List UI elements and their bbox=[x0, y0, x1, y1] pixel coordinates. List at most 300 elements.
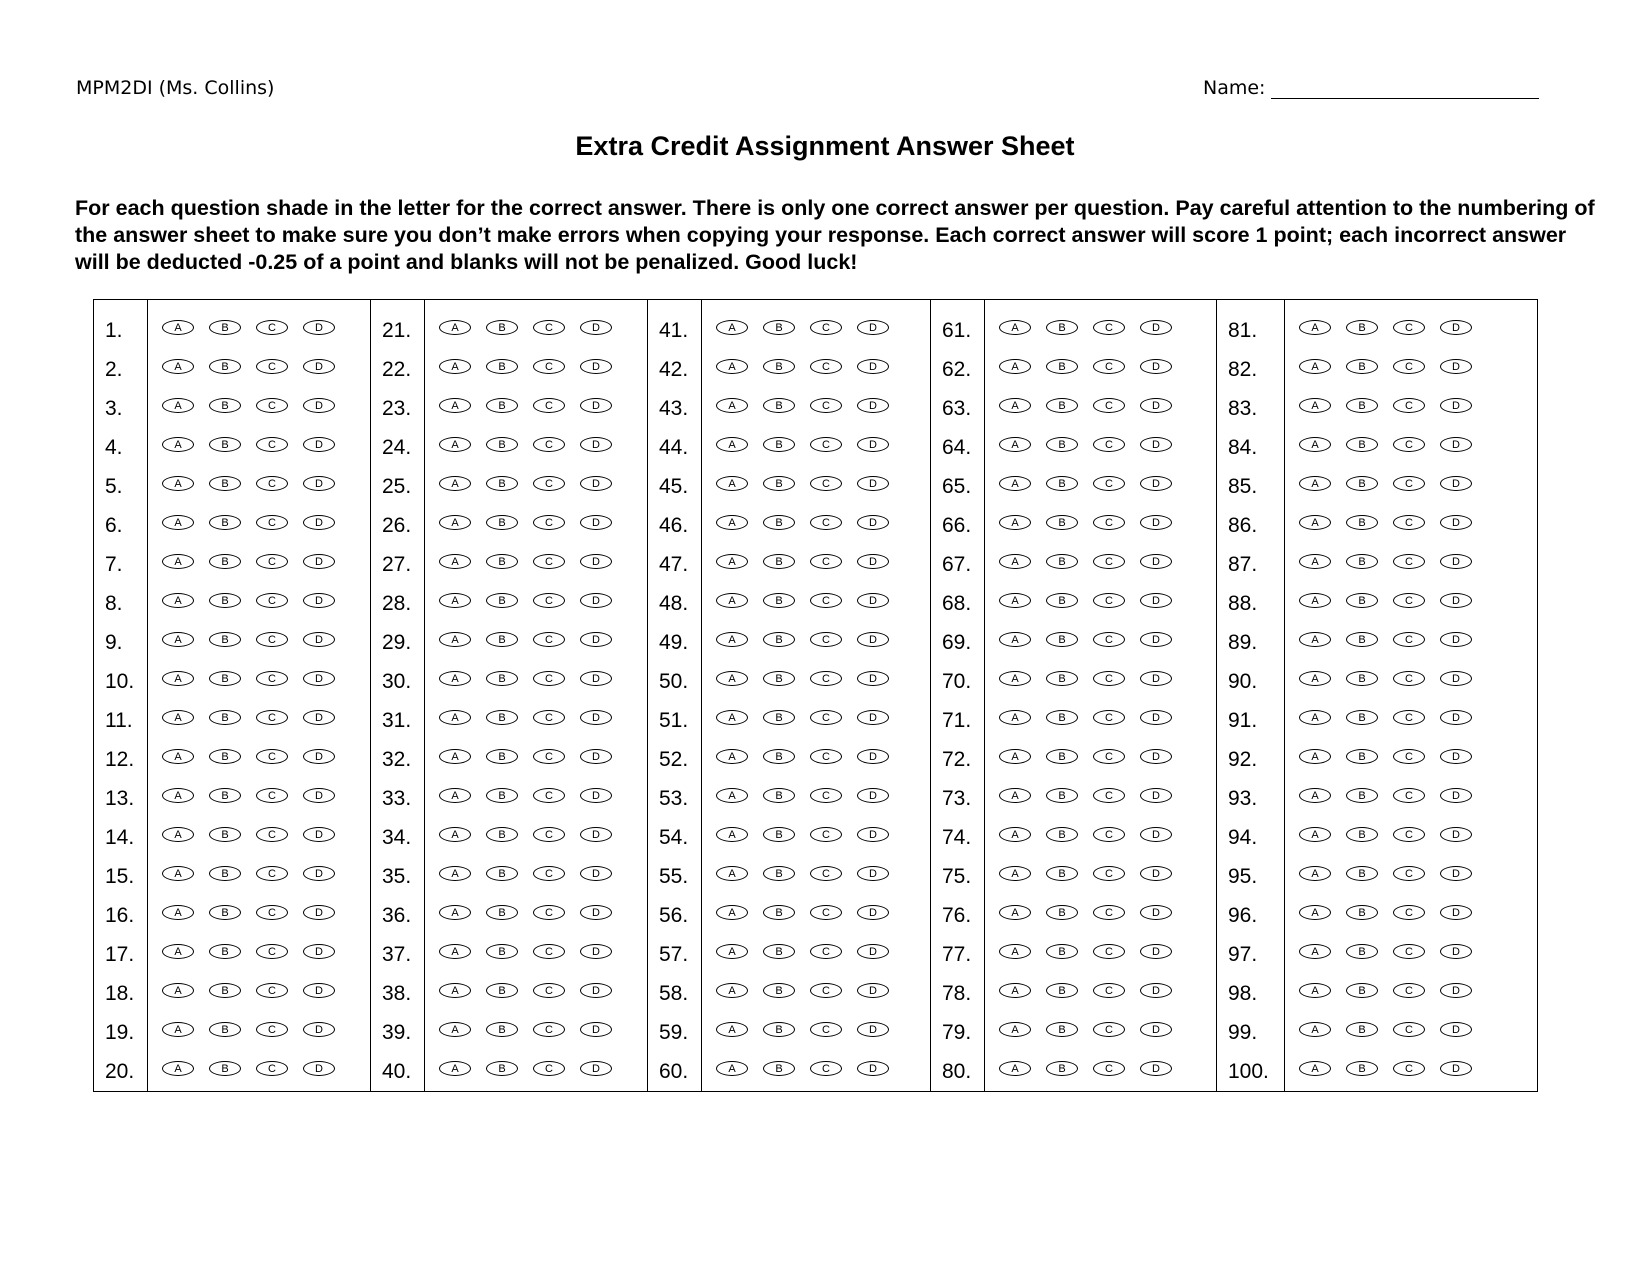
answer-bubble-a[interactable]: A bbox=[1299, 398, 1331, 413]
answer-bubble-b[interactable]: B bbox=[486, 944, 518, 959]
answer-bubble-d[interactable]: D bbox=[1440, 710, 1472, 725]
answer-bubble-d[interactable]: D bbox=[303, 788, 335, 803]
answer-bubble-c[interactable]: C bbox=[533, 749, 565, 764]
answer-bubble-d[interactable]: D bbox=[1140, 515, 1172, 530]
answer-bubble-c[interactable]: C bbox=[810, 1061, 842, 1076]
answer-bubble-d[interactable]: D bbox=[580, 905, 612, 920]
answer-bubble-c[interactable]: C bbox=[533, 320, 565, 335]
answer-bubble-a[interactable]: A bbox=[439, 788, 471, 803]
answer-bubble-c[interactable]: C bbox=[810, 359, 842, 374]
answer-bubble-c[interactable]: C bbox=[1393, 632, 1425, 647]
answer-bubble-a[interactable]: A bbox=[439, 1022, 471, 1037]
answer-bubble-b[interactable]: B bbox=[1046, 788, 1078, 803]
answer-bubble-b[interactable]: B bbox=[1346, 749, 1378, 764]
answer-bubble-c[interactable]: C bbox=[1093, 827, 1125, 842]
answer-bubble-d[interactable]: D bbox=[580, 359, 612, 374]
answer-bubble-a[interactable]: A bbox=[162, 476, 194, 491]
answer-bubble-b[interactable]: B bbox=[1346, 632, 1378, 647]
answer-bubble-c[interactable]: C bbox=[1093, 632, 1125, 647]
answer-bubble-c[interactable]: C bbox=[1393, 476, 1425, 491]
answer-bubble-a[interactable]: A bbox=[716, 554, 748, 569]
answer-bubble-b[interactable]: B bbox=[763, 944, 795, 959]
answer-bubble-c[interactable]: C bbox=[810, 827, 842, 842]
answer-bubble-b[interactable]: B bbox=[763, 554, 795, 569]
answer-bubble-b[interactable]: B bbox=[1346, 1061, 1378, 1076]
answer-bubble-c[interactable]: C bbox=[533, 554, 565, 569]
answer-bubble-d[interactable]: D bbox=[303, 827, 335, 842]
answer-bubble-c[interactable]: C bbox=[810, 593, 842, 608]
answer-bubble-d[interactable]: D bbox=[580, 476, 612, 491]
answer-bubble-b[interactable]: B bbox=[763, 710, 795, 725]
answer-bubble-d[interactable]: D bbox=[303, 476, 335, 491]
answer-bubble-b[interactable]: B bbox=[1346, 593, 1378, 608]
answer-bubble-a[interactable]: A bbox=[1299, 749, 1331, 764]
answer-bubble-b[interactable]: B bbox=[1346, 905, 1378, 920]
answer-bubble-a[interactable]: A bbox=[716, 320, 748, 335]
answer-bubble-d[interactable]: D bbox=[1140, 593, 1172, 608]
answer-bubble-d[interactable]: D bbox=[857, 632, 889, 647]
answer-bubble-c[interactable]: C bbox=[1093, 788, 1125, 803]
answer-bubble-a[interactable]: A bbox=[716, 944, 748, 959]
answer-bubble-b[interactable]: B bbox=[1046, 320, 1078, 335]
answer-bubble-b[interactable]: B bbox=[209, 1022, 241, 1037]
answer-bubble-b[interactable]: B bbox=[1046, 476, 1078, 491]
answer-bubble-b[interactable]: B bbox=[763, 476, 795, 491]
answer-bubble-d[interactable]: D bbox=[1140, 827, 1172, 842]
answer-bubble-b[interactable]: B bbox=[1346, 827, 1378, 842]
answer-bubble-a[interactable]: A bbox=[162, 1022, 194, 1037]
answer-bubble-a[interactable]: A bbox=[716, 632, 748, 647]
answer-bubble-b[interactable]: B bbox=[763, 437, 795, 452]
answer-bubble-c[interactable]: C bbox=[256, 671, 288, 686]
answer-bubble-b[interactable]: B bbox=[486, 554, 518, 569]
answer-bubble-b[interactable]: B bbox=[1046, 671, 1078, 686]
answer-bubble-b[interactable]: B bbox=[1046, 632, 1078, 647]
answer-bubble-b[interactable]: B bbox=[486, 593, 518, 608]
answer-bubble-b[interactable]: B bbox=[763, 320, 795, 335]
answer-bubble-b[interactable]: B bbox=[763, 983, 795, 998]
answer-bubble-a[interactable]: A bbox=[999, 1022, 1031, 1037]
answer-bubble-b[interactable]: B bbox=[1346, 320, 1378, 335]
answer-bubble-c[interactable]: C bbox=[256, 359, 288, 374]
answer-bubble-d[interactable]: D bbox=[580, 437, 612, 452]
answer-bubble-c[interactable]: C bbox=[256, 398, 288, 413]
answer-bubble-a[interactable]: A bbox=[1299, 632, 1331, 647]
answer-bubble-a[interactable]: A bbox=[716, 476, 748, 491]
answer-bubble-b[interactable]: B bbox=[763, 905, 795, 920]
answer-bubble-c[interactable]: C bbox=[256, 554, 288, 569]
answer-bubble-a[interactable]: A bbox=[439, 554, 471, 569]
answer-bubble-d[interactable]: D bbox=[303, 554, 335, 569]
answer-bubble-c[interactable]: C bbox=[256, 632, 288, 647]
answer-bubble-b[interactable]: B bbox=[209, 866, 241, 881]
answer-bubble-d[interactable]: D bbox=[580, 320, 612, 335]
answer-bubble-b[interactable]: B bbox=[209, 476, 241, 491]
answer-bubble-b[interactable]: B bbox=[1346, 710, 1378, 725]
answer-bubble-a[interactable]: A bbox=[162, 632, 194, 647]
answer-bubble-d[interactable]: D bbox=[1140, 866, 1172, 881]
answer-bubble-a[interactable]: A bbox=[162, 671, 194, 686]
answer-bubble-c[interactable]: C bbox=[1393, 788, 1425, 803]
answer-bubble-c[interactable]: C bbox=[1393, 320, 1425, 335]
answer-bubble-a[interactable]: A bbox=[439, 944, 471, 959]
answer-bubble-d[interactable]: D bbox=[1440, 515, 1472, 530]
answer-bubble-c[interactable]: C bbox=[256, 983, 288, 998]
answer-bubble-a[interactable]: A bbox=[999, 905, 1031, 920]
answer-bubble-b[interactable]: B bbox=[209, 905, 241, 920]
answer-bubble-c[interactable]: C bbox=[810, 476, 842, 491]
answer-bubble-c[interactable]: C bbox=[533, 866, 565, 881]
answer-bubble-b[interactable]: B bbox=[209, 788, 241, 803]
answer-bubble-a[interactable]: A bbox=[1299, 593, 1331, 608]
answer-bubble-b[interactable]: B bbox=[486, 1022, 518, 1037]
answer-bubble-b[interactable]: B bbox=[1046, 983, 1078, 998]
answer-bubble-b[interactable]: B bbox=[486, 476, 518, 491]
answer-bubble-b[interactable]: B bbox=[1346, 398, 1378, 413]
answer-bubble-c[interactable]: C bbox=[256, 437, 288, 452]
answer-bubble-a[interactable]: A bbox=[999, 749, 1031, 764]
answer-bubble-d[interactable]: D bbox=[1440, 827, 1472, 842]
answer-bubble-c[interactable]: C bbox=[810, 671, 842, 686]
answer-bubble-c[interactable]: C bbox=[810, 866, 842, 881]
answer-bubble-c[interactable]: C bbox=[1393, 827, 1425, 842]
answer-bubble-d[interactable]: D bbox=[1440, 866, 1472, 881]
answer-bubble-a[interactable]: A bbox=[716, 827, 748, 842]
answer-bubble-c[interactable]: C bbox=[256, 710, 288, 725]
answer-bubble-d[interactable]: D bbox=[303, 671, 335, 686]
answer-bubble-c[interactable]: C bbox=[533, 476, 565, 491]
answer-bubble-c[interactable]: C bbox=[810, 710, 842, 725]
answer-bubble-b[interactable]: B bbox=[763, 359, 795, 374]
answer-bubble-a[interactable]: A bbox=[1299, 515, 1331, 530]
answer-bubble-a[interactable]: A bbox=[162, 983, 194, 998]
answer-bubble-a[interactable]: A bbox=[439, 1061, 471, 1076]
answer-bubble-c[interactable]: C bbox=[1093, 866, 1125, 881]
answer-bubble-a[interactable]: A bbox=[439, 398, 471, 413]
answer-bubble-d[interactable]: D bbox=[1140, 671, 1172, 686]
answer-bubble-b[interactable]: B bbox=[486, 671, 518, 686]
answer-bubble-b[interactable]: B bbox=[486, 632, 518, 647]
answer-bubble-d[interactable]: D bbox=[303, 359, 335, 374]
answer-bubble-b[interactable]: B bbox=[1046, 749, 1078, 764]
answer-bubble-b[interactable]: B bbox=[763, 515, 795, 530]
answer-bubble-b[interactable]: B bbox=[1046, 866, 1078, 881]
answer-bubble-d[interactable]: D bbox=[857, 671, 889, 686]
answer-bubble-a[interactable]: A bbox=[716, 437, 748, 452]
answer-bubble-b[interactable]: B bbox=[486, 710, 518, 725]
answer-bubble-d[interactable]: D bbox=[857, 398, 889, 413]
answer-bubble-d[interactable]: D bbox=[580, 749, 612, 764]
answer-bubble-d[interactable]: D bbox=[303, 1022, 335, 1037]
answer-bubble-b[interactable]: B bbox=[486, 749, 518, 764]
answer-bubble-a[interactable]: A bbox=[1299, 476, 1331, 491]
answer-bubble-c[interactable]: C bbox=[1393, 398, 1425, 413]
answer-bubble-d[interactable]: D bbox=[1440, 632, 1472, 647]
answer-bubble-a[interactable]: A bbox=[999, 515, 1031, 530]
answer-bubble-c[interactable]: C bbox=[810, 554, 842, 569]
answer-bubble-c[interactable]: C bbox=[1393, 944, 1425, 959]
answer-bubble-a[interactable]: A bbox=[716, 749, 748, 764]
answer-bubble-c[interactable]: C bbox=[533, 1022, 565, 1037]
answer-bubble-a[interactable]: A bbox=[716, 710, 748, 725]
answer-bubble-a[interactable]: A bbox=[1299, 1061, 1331, 1076]
answer-bubble-c[interactable]: C bbox=[256, 515, 288, 530]
answer-bubble-b[interactable]: B bbox=[1046, 827, 1078, 842]
answer-bubble-d[interactable]: D bbox=[580, 1022, 612, 1037]
answer-bubble-d[interactable]: D bbox=[303, 320, 335, 335]
answer-bubble-a[interactable]: A bbox=[999, 671, 1031, 686]
answer-bubble-b[interactable]: B bbox=[1046, 1061, 1078, 1076]
answer-bubble-b[interactable]: B bbox=[486, 398, 518, 413]
answer-bubble-a[interactable]: A bbox=[439, 476, 471, 491]
answer-bubble-d[interactable]: D bbox=[1440, 983, 1472, 998]
answer-bubble-d[interactable]: D bbox=[857, 554, 889, 569]
answer-bubble-c[interactable]: C bbox=[810, 515, 842, 530]
answer-bubble-d[interactable]: D bbox=[1140, 437, 1172, 452]
answer-bubble-d[interactable]: D bbox=[857, 905, 889, 920]
answer-bubble-d[interactable]: D bbox=[1440, 593, 1472, 608]
answer-bubble-c[interactable]: C bbox=[1393, 866, 1425, 881]
answer-bubble-a[interactable]: A bbox=[162, 398, 194, 413]
answer-bubble-c[interactable]: C bbox=[256, 476, 288, 491]
answer-bubble-c[interactable]: C bbox=[256, 788, 288, 803]
answer-bubble-a[interactable]: A bbox=[999, 437, 1031, 452]
answer-bubble-c[interactable]: C bbox=[533, 827, 565, 842]
name-input-line[interactable] bbox=[1271, 78, 1539, 99]
answer-bubble-d[interactable]: D bbox=[1140, 710, 1172, 725]
answer-bubble-d[interactable]: D bbox=[857, 710, 889, 725]
answer-bubble-c[interactable]: C bbox=[1393, 359, 1425, 374]
answer-bubble-a[interactable]: A bbox=[162, 944, 194, 959]
answer-bubble-a[interactable]: A bbox=[439, 671, 471, 686]
answer-bubble-a[interactable]: A bbox=[999, 944, 1031, 959]
answer-bubble-a[interactable]: A bbox=[1299, 437, 1331, 452]
answer-bubble-d[interactable]: D bbox=[857, 749, 889, 764]
answer-bubble-a[interactable]: A bbox=[999, 554, 1031, 569]
answer-bubble-a[interactable]: A bbox=[162, 554, 194, 569]
answer-bubble-c[interactable]: C bbox=[256, 866, 288, 881]
answer-bubble-a[interactable]: A bbox=[162, 359, 194, 374]
answer-bubble-a[interactable]: A bbox=[1299, 827, 1331, 842]
answer-bubble-c[interactable]: C bbox=[1093, 476, 1125, 491]
answer-bubble-c[interactable]: C bbox=[256, 827, 288, 842]
answer-bubble-a[interactable]: A bbox=[439, 710, 471, 725]
answer-bubble-d[interactable]: D bbox=[857, 359, 889, 374]
answer-bubble-c[interactable]: C bbox=[1393, 1061, 1425, 1076]
answer-bubble-a[interactable]: A bbox=[162, 749, 194, 764]
answer-bubble-d[interactable]: D bbox=[1440, 788, 1472, 803]
answer-bubble-b[interactable]: B bbox=[209, 1061, 241, 1076]
answer-bubble-d[interactable]: D bbox=[1140, 398, 1172, 413]
answer-bubble-b[interactable]: B bbox=[209, 437, 241, 452]
answer-bubble-d[interactable]: D bbox=[580, 983, 612, 998]
answer-bubble-c[interactable]: C bbox=[533, 905, 565, 920]
answer-bubble-d[interactable]: D bbox=[303, 983, 335, 998]
answer-bubble-d[interactable]: D bbox=[1440, 398, 1472, 413]
answer-bubble-b[interactable]: B bbox=[486, 437, 518, 452]
answer-bubble-d[interactable]: D bbox=[857, 944, 889, 959]
answer-bubble-c[interactable]: C bbox=[1093, 749, 1125, 764]
answer-bubble-d[interactable]: D bbox=[303, 1061, 335, 1076]
answer-bubble-c[interactable]: C bbox=[533, 515, 565, 530]
answer-bubble-c[interactable]: C bbox=[1393, 1022, 1425, 1037]
answer-bubble-d[interactable]: D bbox=[580, 827, 612, 842]
answer-bubble-b[interactable]: B bbox=[486, 515, 518, 530]
answer-bubble-b[interactable]: B bbox=[209, 671, 241, 686]
answer-bubble-a[interactable]: A bbox=[716, 1022, 748, 1037]
answer-bubble-c[interactable]: C bbox=[533, 359, 565, 374]
answer-bubble-a[interactable]: A bbox=[162, 515, 194, 530]
answer-bubble-d[interactable]: D bbox=[1140, 320, 1172, 335]
answer-bubble-a[interactable]: A bbox=[162, 866, 194, 881]
answer-bubble-a[interactable]: A bbox=[1299, 671, 1331, 686]
answer-bubble-d[interactable]: D bbox=[1440, 554, 1472, 569]
answer-bubble-b[interactable]: B bbox=[1346, 515, 1378, 530]
answer-bubble-c[interactable]: C bbox=[1093, 437, 1125, 452]
answer-bubble-d[interactable]: D bbox=[1440, 359, 1472, 374]
answer-bubble-d[interactable]: D bbox=[303, 632, 335, 647]
answer-bubble-c[interactable]: C bbox=[810, 788, 842, 803]
answer-bubble-d[interactable]: D bbox=[1140, 632, 1172, 647]
answer-bubble-d[interactable]: D bbox=[303, 710, 335, 725]
answer-bubble-c[interactable]: C bbox=[256, 320, 288, 335]
answer-bubble-a[interactable]: A bbox=[162, 1061, 194, 1076]
answer-bubble-b[interactable]: B bbox=[486, 1061, 518, 1076]
answer-bubble-c[interactable]: C bbox=[1093, 983, 1125, 998]
answer-bubble-b[interactable]: B bbox=[209, 593, 241, 608]
answer-bubble-d[interactable]: D bbox=[857, 827, 889, 842]
answer-bubble-c[interactable]: C bbox=[1393, 515, 1425, 530]
answer-bubble-c[interactable]: C bbox=[256, 749, 288, 764]
answer-bubble-a[interactable]: A bbox=[439, 359, 471, 374]
answer-bubble-c[interactable]: C bbox=[810, 944, 842, 959]
answer-bubble-c[interactable]: C bbox=[533, 398, 565, 413]
answer-bubble-c[interactable]: C bbox=[533, 710, 565, 725]
answer-bubble-d[interactable]: D bbox=[1440, 944, 1472, 959]
answer-bubble-a[interactable]: A bbox=[439, 320, 471, 335]
answer-bubble-a[interactable]: A bbox=[162, 320, 194, 335]
answer-bubble-d[interactable]: D bbox=[1440, 749, 1472, 764]
answer-bubble-b[interactable]: B bbox=[209, 944, 241, 959]
answer-bubble-a[interactable]: A bbox=[439, 866, 471, 881]
answer-bubble-c[interactable]: C bbox=[1393, 593, 1425, 608]
answer-bubble-d[interactable]: D bbox=[580, 515, 612, 530]
answer-bubble-c[interactable]: C bbox=[533, 671, 565, 686]
answer-bubble-d[interactable]: D bbox=[580, 866, 612, 881]
answer-bubble-c[interactable]: C bbox=[1093, 359, 1125, 374]
answer-bubble-b[interactable]: B bbox=[486, 983, 518, 998]
answer-bubble-c[interactable]: C bbox=[810, 320, 842, 335]
answer-bubble-b[interactable]: B bbox=[1046, 437, 1078, 452]
answer-bubble-a[interactable]: A bbox=[1299, 983, 1331, 998]
answer-bubble-d[interactable]: D bbox=[1140, 788, 1172, 803]
answer-bubble-d[interactable]: D bbox=[580, 398, 612, 413]
answer-bubble-b[interactable]: B bbox=[1346, 1022, 1378, 1037]
answer-bubble-d[interactable]: D bbox=[303, 398, 335, 413]
answer-bubble-d[interactable]: D bbox=[857, 320, 889, 335]
answer-bubble-b[interactable]: B bbox=[209, 359, 241, 374]
answer-bubble-c[interactable]: C bbox=[1093, 944, 1125, 959]
answer-bubble-d[interactable]: D bbox=[1140, 1022, 1172, 1037]
answer-bubble-d[interactable]: D bbox=[1440, 671, 1472, 686]
answer-bubble-c[interactable]: C bbox=[810, 437, 842, 452]
answer-bubble-a[interactable]: A bbox=[716, 866, 748, 881]
answer-bubble-c[interactable]: C bbox=[1093, 515, 1125, 530]
answer-bubble-c[interactable]: C bbox=[533, 632, 565, 647]
answer-bubble-d[interactable]: D bbox=[580, 593, 612, 608]
answer-bubble-a[interactable]: A bbox=[162, 827, 194, 842]
answer-bubble-d[interactable]: D bbox=[857, 983, 889, 998]
answer-bubble-c[interactable]: C bbox=[810, 983, 842, 998]
answer-bubble-a[interactable]: A bbox=[999, 1061, 1031, 1076]
answer-bubble-a[interactable]: A bbox=[1299, 710, 1331, 725]
answer-bubble-d[interactable]: D bbox=[303, 593, 335, 608]
answer-bubble-d[interactable]: D bbox=[857, 788, 889, 803]
answer-bubble-b[interactable]: B bbox=[1046, 398, 1078, 413]
answer-bubble-a[interactable]: A bbox=[999, 476, 1031, 491]
answer-bubble-b[interactable]: B bbox=[486, 320, 518, 335]
answer-bubble-c[interactable]: C bbox=[1093, 593, 1125, 608]
answer-bubble-c[interactable]: C bbox=[1393, 710, 1425, 725]
answer-bubble-d[interactable]: D bbox=[1440, 905, 1472, 920]
answer-bubble-d[interactable]: D bbox=[580, 944, 612, 959]
answer-bubble-b[interactable]: B bbox=[209, 710, 241, 725]
answer-bubble-b[interactable]: B bbox=[763, 827, 795, 842]
answer-bubble-c[interactable]: C bbox=[1393, 905, 1425, 920]
answer-bubble-d[interactable]: D bbox=[1440, 320, 1472, 335]
answer-bubble-b[interactable]: B bbox=[763, 671, 795, 686]
answer-bubble-c[interactable]: C bbox=[1093, 320, 1125, 335]
answer-bubble-c[interactable]: C bbox=[1093, 710, 1125, 725]
answer-bubble-c[interactable]: C bbox=[1093, 905, 1125, 920]
answer-bubble-c[interactable]: C bbox=[1093, 671, 1125, 686]
answer-bubble-d[interactable]: D bbox=[1140, 1061, 1172, 1076]
answer-bubble-c[interactable]: C bbox=[810, 749, 842, 764]
answer-bubble-a[interactable]: A bbox=[716, 671, 748, 686]
answer-bubble-b[interactable]: B bbox=[209, 554, 241, 569]
answer-bubble-b[interactable]: B bbox=[209, 749, 241, 764]
answer-bubble-a[interactable]: A bbox=[162, 905, 194, 920]
answer-bubble-d[interactable]: D bbox=[1440, 1022, 1472, 1037]
answer-bubble-a[interactable]: A bbox=[1299, 788, 1331, 803]
answer-bubble-b[interactable]: B bbox=[1346, 359, 1378, 374]
answer-bubble-c[interactable]: C bbox=[256, 905, 288, 920]
answer-bubble-d[interactable]: D bbox=[1140, 476, 1172, 491]
answer-bubble-a[interactable]: A bbox=[162, 437, 194, 452]
answer-bubble-d[interactable]: D bbox=[303, 515, 335, 530]
answer-bubble-a[interactable]: A bbox=[999, 827, 1031, 842]
answer-bubble-b[interactable]: B bbox=[763, 593, 795, 608]
answer-bubble-c[interactable]: C bbox=[810, 905, 842, 920]
answer-bubble-a[interactable]: A bbox=[716, 359, 748, 374]
answer-bubble-d[interactable]: D bbox=[580, 1061, 612, 1076]
answer-bubble-b[interactable]: B bbox=[209, 827, 241, 842]
answer-bubble-d[interactable]: D bbox=[1140, 359, 1172, 374]
answer-bubble-d[interactable]: D bbox=[857, 476, 889, 491]
answer-bubble-b[interactable]: B bbox=[1046, 1022, 1078, 1037]
answer-bubble-d[interactable]: D bbox=[303, 437, 335, 452]
answer-bubble-c[interactable]: C bbox=[810, 1022, 842, 1037]
answer-bubble-d[interactable]: D bbox=[1140, 983, 1172, 998]
answer-bubble-b[interactable]: B bbox=[1046, 515, 1078, 530]
answer-bubble-b[interactable]: B bbox=[1046, 593, 1078, 608]
answer-bubble-c[interactable]: C bbox=[256, 593, 288, 608]
answer-bubble-c[interactable]: C bbox=[533, 983, 565, 998]
answer-bubble-d[interactable]: D bbox=[303, 905, 335, 920]
answer-bubble-b[interactable]: B bbox=[486, 827, 518, 842]
answer-bubble-d[interactable]: D bbox=[580, 632, 612, 647]
answer-bubble-a[interactable]: A bbox=[439, 593, 471, 608]
